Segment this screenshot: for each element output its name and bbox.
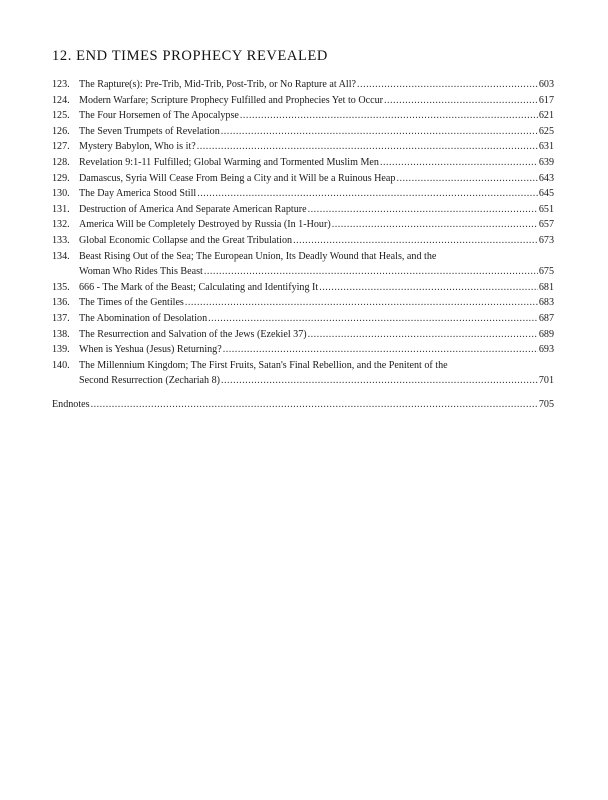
toc-entry-body: [79, 171, 554, 187]
toc-entry-title: Mystery Babylon, Who is it?: [79, 141, 196, 153]
dot-leader: [223, 342, 538, 358]
toc-entry-title: When is Yeshua (Jesus) Returning?: [79, 344, 222, 356]
toc-entry-number: 136.: [52, 297, 70, 309]
toc-entry-title: The Resurrection and Salvation of the Jews (Ezekiel 37): [79, 328, 307, 340]
toc-entry[interactable]: [52, 311, 554, 327]
dot-leader: [197, 186, 538, 202]
toc-entry[interactable]: [52, 139, 554, 155]
toc-entry-page: 701: [538, 375, 554, 387]
toc-entry-title: Modern Warfare; Scripture Prophecy Fulfilled and Prophecies Yet to Occur: [79, 94, 383, 106]
toc-entry-page: 675: [538, 266, 554, 278]
toc-entry-page: 683: [538, 297, 554, 309]
toc-entry-body: [79, 124, 554, 140]
toc-entry-page: 693: [538, 344, 554, 356]
toc-entry-body: [79, 202, 554, 218]
dot-leader: [380, 155, 538, 171]
toc-entry-page: 651: [538, 203, 554, 215]
toc-entry-body: [79, 217, 554, 233]
toc-entry-page: 621: [538, 110, 554, 122]
toc-entry[interactable]: [52, 233, 554, 249]
toc-entry-page: 631: [538, 141, 554, 153]
dot-leader: [91, 397, 538, 413]
toc-entry-title: Destruction of America And Separate American Rapture: [79, 203, 307, 215]
toc-entry-number: 135.: [52, 281, 70, 293]
toc-entry-body: [79, 108, 554, 124]
toc-entry[interactable]: [52, 77, 554, 93]
toc-entry-page: 639: [538, 156, 554, 168]
toc-entry[interactable]: [52, 93, 554, 109]
toc-entry-page: 617: [538, 94, 554, 106]
toc-entry-title: America Will be Completely Destroyed by Russia (In 1-Hour): [79, 219, 331, 231]
dot-leader: [185, 295, 538, 311]
toc-entry-body: [79, 311, 554, 327]
toc-entry-title: Woman Who Rides This Beast: [79, 266, 203, 278]
toc-entry-body: [79, 249, 554, 280]
toc-entry-title: 666 - The Mark of the Beast; Calculating and Identifying It: [79, 281, 319, 293]
toc-entry-number: 131.: [52, 203, 70, 215]
dot-leader: [332, 217, 538, 233]
toc-entry[interactable]: [52, 171, 554, 187]
toc-entry[interactable]: [52, 217, 554, 233]
dot-leader: [384, 93, 538, 109]
toc-entry-title: The Seven Trumpets of Revelation: [79, 125, 220, 137]
dot-leader: [308, 327, 538, 343]
toc-entry-body: [79, 295, 554, 311]
toc-entry-title: The Times of the Gentiles: [79, 297, 184, 309]
toc-entry-number: 127.: [52, 141, 70, 153]
dot-leader: [357, 77, 538, 93]
toc-entry-title: The Four Horsemen of The Apocalypse: [79, 110, 239, 122]
toc-entry-body: [79, 139, 554, 155]
toc-entry-number: 130.: [52, 188, 70, 200]
toc-entry-page: 705: [538, 398, 554, 410]
toc-entry-number: 132.: [52, 219, 70, 231]
toc-entry-page: 645: [538, 188, 554, 200]
toc-entry-title: Global Economic Collapse and the Great Tribulation: [79, 234, 293, 246]
toc-entry[interactable]: [52, 280, 554, 296]
dot-leader: [197, 139, 538, 155]
toc-entry-number: 133.: [52, 234, 70, 246]
dot-leader: [221, 373, 538, 389]
toc-entry-title: Endnotes: [52, 398, 90, 410]
toc-entry-number: 139.: [52, 344, 70, 356]
section-title: 12. END TIMES PROPHECY REVEALED: [52, 48, 328, 64]
toc-entry-number: 124.: [52, 94, 70, 106]
toc-entry-title: The Day America Stood Still: [79, 188, 197, 200]
toc-entry-number: 138.: [52, 328, 70, 340]
toc-entry[interactable]: [52, 186, 554, 202]
toc-entry-title: Beast Rising Out of the Sea; The European Union, Its Deadly Wound that Heals, and the: [79, 250, 437, 262]
toc-entry-endnotes[interactable]: [52, 397, 554, 413]
toc-entry-page: 603: [538, 79, 554, 90]
toc-entry-title: Damascus, Syria Will Cease From Being a City and it Will be a Ruinous Heap: [79, 172, 396, 184]
dot-leader: [221, 124, 538, 140]
toc-entry-number: 129.: [52, 172, 70, 184]
toc-entry-number: 125.: [52, 110, 70, 122]
toc-entry-title: The Abomination of Desolation: [79, 312, 208, 324]
toc-entry[interactable]: [52, 295, 554, 311]
toc-entry-page: 689: [538, 328, 554, 340]
dot-leader: [240, 108, 538, 124]
dot-leader: [204, 264, 538, 280]
toc-entry-page: 673: [538, 234, 554, 246]
toc-entry-number: 123.: [52, 79, 70, 90]
toc-entry-number: 128.: [52, 156, 70, 168]
toc-entry-body: [79, 342, 554, 358]
toc-entry-number: 137.: [52, 312, 70, 324]
toc-entry[interactable]: [52, 108, 554, 124]
toc-entry-page: 681: [538, 281, 554, 293]
toc-entry-number: 134.: [52, 250, 70, 262]
toc-entry-line: [79, 264, 554, 280]
toc-entry-page: 643: [538, 172, 554, 184]
toc-entry-body: [79, 358, 554, 389]
toc-entry[interactable]: [52, 327, 554, 343]
toc-entry-body: [79, 93, 554, 109]
dot-leader: [293, 233, 538, 249]
toc-entry-body: [79, 155, 554, 171]
toc-entry-number: 126.: [52, 125, 70, 137]
toc-entry-body: [79, 233, 554, 249]
toc-entry-body: [79, 327, 554, 343]
toc-entry-body: [79, 77, 554, 93]
toc-entry[interactable]: [52, 155, 554, 171]
toc-entry-page: 625: [538, 125, 554, 137]
toc-list: [52, 77, 554, 389]
toc-entry-page: 657: [538, 219, 554, 231]
toc-entry-title: Revelation 9:1-11 Fulfilled; Global Warming and Tormented Muslim Men: [79, 156, 379, 168]
toc-entry[interactable]: [52, 249, 554, 280]
toc-entry[interactable]: [52, 202, 554, 218]
dot-leader: [396, 171, 537, 187]
dot-leader: [208, 311, 538, 327]
toc-page: [52, 48, 554, 412]
toc-entry-number: 140.: [52, 359, 70, 371]
toc-entry-body: [79, 186, 554, 202]
toc-entry-title: Second Resurrection (Zechariah 8): [79, 375, 220, 387]
toc-entry-title: The Rapture(s): Pre-Trib, Mid-Trib, Post-Trib, or No Rapture at All?: [79, 79, 357, 90]
toc-entry-page: 687: [538, 312, 554, 324]
toc-entry-line: [79, 373, 554, 389]
toc-entry[interactable]: [52, 358, 554, 389]
dot-leader: [319, 280, 538, 296]
toc-entry[interactable]: [52, 342, 554, 358]
toc-entry[interactable]: [52, 124, 554, 140]
toc-entry-title: The Millennium Kingdom; The First Fruits, Satan's Final Rebellion, and the Penitent of the: [79, 359, 448, 371]
dot-leader: [308, 202, 538, 218]
toc-entry-body: [79, 280, 554, 296]
